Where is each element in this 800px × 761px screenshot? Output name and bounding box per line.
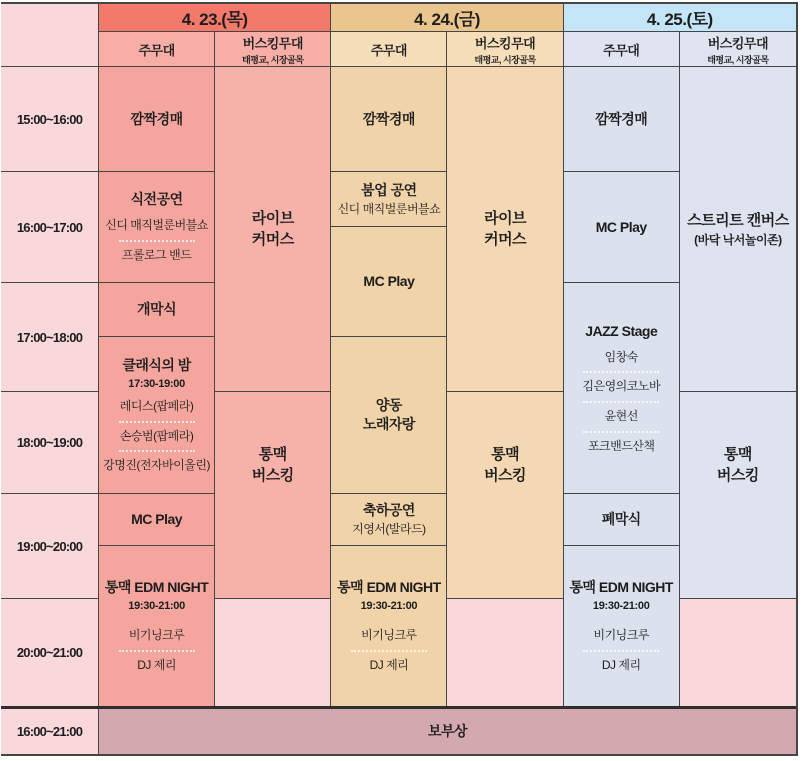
event-title: 커머스 <box>484 231 527 248</box>
event-title: 깜짝경매 <box>130 110 183 127</box>
performer: 신디 매직벌룬버블쇼 <box>105 218 208 233</box>
event-title: 라이브 <box>484 210 527 227</box>
performer-list <box>564 628 679 673</box>
performer-list <box>99 628 214 673</box>
dotted-divider <box>119 421 195 423</box>
dotted-divider <box>583 401 659 403</box>
event-sat-edm-night <box>564 546 680 706</box>
day-header-friday: 4. 24.(금) <box>331 4 563 32</box>
stage-label: 주무대 <box>370 42 407 58</box>
event-thu-live-commerce <box>215 67 331 392</box>
event-title: 클래식의 밤 <box>122 357 191 374</box>
event-time: 19:30-21:00 <box>360 600 418 613</box>
event-sat-street-canvas <box>680 67 796 392</box>
footer-time-slot: 16:00~21:00 <box>1 709 99 754</box>
event-bobusang <box>99 709 796 754</box>
event-title: 개막식 <box>137 301 177 318</box>
empty-cell <box>215 599 331 706</box>
event-title: 통맥 <box>723 446 752 463</box>
stage-header-thu-busking <box>215 32 331 67</box>
performer: 신디 매직벌룬버블쇼 <box>337 201 441 216</box>
event-title: 폐막식 <box>601 511 641 528</box>
event-thu-classic-night <box>99 337 215 494</box>
event-thu-opening-ceremony <box>99 283 215 337</box>
event-thu-tongmaek-busking <box>215 392 331 599</box>
performer: DJ 제리 <box>369 657 409 672</box>
event-title: 버스킹 <box>716 467 759 484</box>
event-sat-tongmaek-busking <box>680 392 796 599</box>
stage-header-sat-busking <box>680 32 796 67</box>
dotted-divider <box>583 431 659 433</box>
performer: DJ 제리 <box>137 657 176 672</box>
performer: 비기닝크루 <box>128 628 185 643</box>
event-title: MC Play <box>595 218 647 235</box>
dotted-divider <box>119 450 195 452</box>
event-fri-live-commerce <box>447 67 563 392</box>
stage-header-fri-busking <box>447 32 563 67</box>
performer: 임창숙 <box>604 349 638 364</box>
performer: 프롤로그 밴드 <box>121 247 192 262</box>
stage-header-fri-main <box>331 32 447 67</box>
event-title: 커머스 <box>251 231 294 248</box>
time-slot-2000: 20:00~21:00 <box>1 599 99 706</box>
time-slot-1600: 16:00~17:00 <box>1 172 99 283</box>
performer: 지영서(발라드) <box>352 522 426 537</box>
event-title: 보부상 <box>427 723 468 740</box>
time-slot-1900: 19:00~20:00 <box>1 494 99 599</box>
festival-schedule-table <box>1 2 798 756</box>
dotted-divider <box>119 240 195 242</box>
event-sat-mc-play <box>564 172 680 283</box>
event-title: 통맥 EDM NIGHT <box>337 579 441 596</box>
time-slot-1700: 17:00~18:00 <box>1 283 99 392</box>
stage-label: 주무대 <box>138 42 175 58</box>
stage-header-sat-main <box>564 32 680 67</box>
empty-cell <box>680 599 796 706</box>
dotted-divider <box>119 650 195 652</box>
stage-label: 버스킹무대 <box>474 35 536 51</box>
dotted-divider <box>583 650 659 652</box>
event-title: 식전공연 <box>130 191 183 208</box>
event-thu-pre-show <box>99 172 215 283</box>
event-title: 라이브 <box>251 210 294 227</box>
time-slot-1500: 15:00~16:00 <box>1 67 99 172</box>
performer: DJ 제리 <box>601 657 641 672</box>
corner-cell <box>1 4 99 67</box>
performer-list <box>99 218 214 263</box>
event-title: 통맥 <box>258 446 287 463</box>
dotted-divider <box>351 650 427 652</box>
performer-list <box>564 350 679 454</box>
stage-location: 태평교, 시장골목 <box>707 54 769 65</box>
event-sat-jazz-stage <box>564 283 680 494</box>
performer-list <box>331 628 446 673</box>
performer: 비기닝크루 <box>593 628 649 643</box>
event-title: 양동 <box>375 397 402 414</box>
event-fri-edm-night <box>331 546 447 706</box>
event-title: 버스킹 <box>484 467 527 484</box>
performer: 손승범(팝페라) <box>119 428 194 443</box>
event-title: 붐업 공연 <box>361 181 417 198</box>
performer: 김은영의코노바 <box>582 379 661 394</box>
event-title: 통맥 <box>491 446 520 463</box>
event-title: 노래자랑 <box>362 416 415 432</box>
stage-location: 태평교, 시장골목 <box>474 54 536 65</box>
event-title: 스트리트 캔버스 <box>687 211 789 229</box>
event-time: 19:30-21:00 <box>128 600 185 613</box>
event-sat-closing-ceremony <box>564 494 680 546</box>
event-fri-yangdong-singing-contest <box>331 337 447 494</box>
event-title: 축하공연 <box>362 502 415 519</box>
event-thu-edm-night <box>99 546 215 706</box>
empty-cell <box>447 599 563 706</box>
stage-label: 주무대 <box>603 42 640 58</box>
event-title: MC Play <box>363 273 415 290</box>
day-header-saturday: 4. 25.(토) <box>564 4 796 32</box>
event-title: 버스킹 <box>251 467 294 484</box>
event-thu-mc-play <box>99 494 215 546</box>
event-subtitle: (바닥 낙서놀이존) <box>694 232 782 247</box>
performer: 레디스(팝페라) <box>119 399 194 414</box>
event-title: 통맥 EDM NIGHT <box>104 579 209 596</box>
event-time: 19:30-21:00 <box>592 600 650 613</box>
performer: 비기닝크루 <box>361 628 417 643</box>
event-title: 깜짝경매 <box>595 110 648 127</box>
stage-header-thu-main <box>99 32 215 67</box>
event-title: 깜짝경매 <box>362 110 415 127</box>
event-time: 17:30-19:00 <box>128 378 185 391</box>
event-fri-boom-up-show <box>331 172 447 227</box>
performer: 포크밴드산책 <box>587 438 655 453</box>
event-title: JAZZ Stage <box>585 322 658 339</box>
event-sat-surprise-auction <box>564 67 680 172</box>
stage-location: 태평교, 시장골목 <box>242 54 304 65</box>
event-title: MC Play <box>131 511 183 528</box>
stage-label: 버스킹무대 <box>242 35 303 51</box>
event-thu-surprise-auction <box>99 67 215 172</box>
day-header-thursday: 4. 23.(목) <box>99 4 331 32</box>
performer-list <box>99 399 214 474</box>
stage-label: 버스킹무대 <box>707 35 769 51</box>
event-fri-surprise-auction <box>331 67 447 172</box>
event-title: 통맥 EDM NIGHT <box>569 579 673 596</box>
time-slot-1800: 18:00~19:00 <box>1 392 99 494</box>
event-fri-mc-play <box>331 227 447 337</box>
performer: 강명진(전자바이올린) <box>103 458 210 473</box>
performer: 윤현선 <box>604 408 638 423</box>
event-fri-celebration-show <box>331 494 447 546</box>
event-fri-tongmaek-busking <box>447 392 563 599</box>
dotted-divider <box>583 371 659 373</box>
